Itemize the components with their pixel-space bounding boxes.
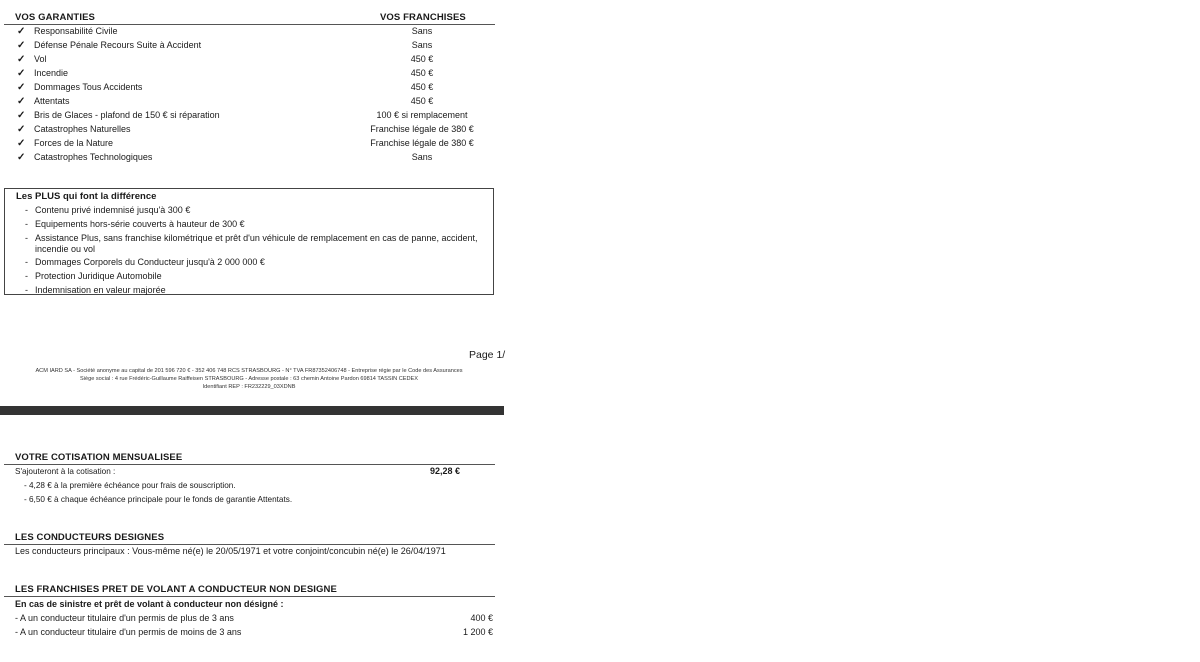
guarantee-franchise: 450 € <box>410 54 434 64</box>
guarantee-franchise: Sans <box>411 40 433 50</box>
dash-bullet: - <box>25 205 28 215</box>
guarantee-franchise: 450 € <box>410 96 434 106</box>
plus-box <box>4 188 494 295</box>
guarantee-franchise: Sans <box>411 26 433 36</box>
legal-line: Siège social : 4 rue Frédéric-Guillaume Raiffeisen STRASBOURG - Adresse postale : 63 chemin Antoine Pardon 69814 TASSIN CEDEX <box>80 376 418 382</box>
cotisation-amount: 92,28 € <box>430 466 461 476</box>
guarantee-label: Défense Pénale Recours Suite à Accident <box>34 40 202 50</box>
guarantee-label: Responsabilité Civile <box>34 26 118 36</box>
guarantee-row <box>0 54 500 68</box>
guarantee-label: Catastrophes Technologiques <box>34 152 153 162</box>
cotisation-fee-line: - 4,28 € à la première échéance pour frais de souscription. <box>24 481 236 490</box>
franchise-row-value: 400 € <box>470 613 493 623</box>
plus-title: Les PLUS qui font la différence <box>16 191 157 202</box>
guarantee-row <box>0 68 500 82</box>
check-icon: ✓ <box>17 110 26 121</box>
conducteurs-text: Les conducteurs principaux : Vous-même né(e) le 20/05/1971 et votre conjoint/concubin né(e) le 26/04/1971 <box>15 546 446 556</box>
dash-bullet: - <box>25 219 28 229</box>
franchises-header: VOS FRANCHISES <box>380 12 466 23</box>
dash-bullet: - <box>25 257 28 267</box>
check-icon: ✓ <box>17 124 26 135</box>
guarantee-franchise: Sans <box>411 152 433 162</box>
franchise-row-label: - A un conducteur titulaire d'un permis de plus de 3 ans <box>15 613 234 623</box>
guarantee-row <box>0 96 500 110</box>
guarantee-label: Bris de Glaces - plafond de 150 € si réparation <box>34 110 220 120</box>
legal-line: Identifiant REP : FR232229_03XDNB <box>202 384 296 390</box>
guarantee-franchise: 450 € <box>410 68 434 78</box>
guarantee-row <box>0 110 500 124</box>
plus-item-text: Contenu privé indemnisé jusqu'à 300 € <box>35 205 191 215</box>
franchises-pret-rule <box>4 596 495 597</box>
guarantee-row <box>0 82 500 96</box>
franchise-row-value: 1 200 € <box>462 627 493 637</box>
guarantee-row <box>0 152 500 166</box>
franchises-pret-title: LES FRANCHISES PRET DE VOLANT A CONDUCTEUR NON DESIGNE <box>15 584 337 595</box>
check-icon: ✓ <box>17 82 26 93</box>
cotisation-fee-line: - 6,50 € à chaque échéance principale pour le fonds de garantie Attentats. <box>24 495 293 504</box>
guarantee-franchise: Franchise légale de 380 € <box>370 124 474 134</box>
guarantee-row <box>0 40 500 54</box>
guarantee-franchise: Franchise légale de 380 € <box>370 138 474 148</box>
check-icon: ✓ <box>17 138 26 149</box>
guarantee-label: Incendie <box>34 68 69 78</box>
dash-bullet: - <box>25 271 28 281</box>
guarantee-franchise: 450 € <box>410 82 434 92</box>
guarantee-franchise: 100 € si remplacement <box>376 110 468 120</box>
check-icon: ✓ <box>17 96 26 107</box>
conducteurs-title: LES CONDUCTEURS DESIGNES <box>15 532 165 543</box>
legal-line: ACM IARD SA - Société anonyme au capital de 201 596 720 € - 352 406 748 RCS STRASBOURG - N° TVA FR87352406748 - Entreprise régie par le Code des Assurances <box>35 368 463 374</box>
cotisation-rule <box>4 464 495 465</box>
guarantee-row <box>0 26 500 40</box>
guarantees-header: VOS GARANTIES <box>15 12 95 23</box>
guarantee-row <box>0 138 500 152</box>
conducteurs-rule <box>4 544 495 545</box>
plus-item-text: Dommages Corporels du Conducteur jusqu'à 2 000 000 € <box>35 257 265 267</box>
check-icon: ✓ <box>17 54 26 65</box>
cotisation-label: S'ajouteront à la cotisation : <box>15 467 116 476</box>
franchise-row-label: - A un conducteur titulaire d'un permis de moins de 3 ans <box>15 627 242 637</box>
guarantee-label: Forces de la Nature <box>34 138 114 148</box>
plus-item-text: Protection Juridique Automobile <box>35 271 162 281</box>
guarantee-label: Dommages Tous Accidents <box>34 82 143 92</box>
plus-item-text: Equipements hors-série couverts à hauteur de 300 € <box>35 219 245 229</box>
guarantee-label: Attentats <box>34 96 70 106</box>
guarantees-rule <box>4 24 495 25</box>
cotisation-title: VOTRE COTISATION MENSUALISEE <box>15 452 183 463</box>
check-icon: ✓ <box>17 40 26 51</box>
page-number: Page 1/ <box>469 349 506 361</box>
plus-item-text: Indemnisation en valeur majorée <box>35 285 166 295</box>
guarantee-row <box>0 124 500 138</box>
guarantee-label: Vol <box>34 54 47 64</box>
check-icon: ✓ <box>17 152 26 163</box>
guarantee-label: Catastrophes Naturelles <box>34 124 131 134</box>
check-icon: ✓ <box>17 26 26 37</box>
dash-bullet: - <box>25 233 28 243</box>
plus-item-text: Assistance Plus, sans franchise kilométrique et prêt d'un véhicule de remplacement en cas de panne, accident, incendie ou vol <box>35 233 478 254</box>
page-separator <box>0 406 504 415</box>
check-icon: ✓ <box>17 68 26 79</box>
franchises-pret-subtitle: En cas de sinistre et prêt de volant à conducteur non désigné : <box>15 599 284 609</box>
dash-bullet: - <box>25 285 28 295</box>
